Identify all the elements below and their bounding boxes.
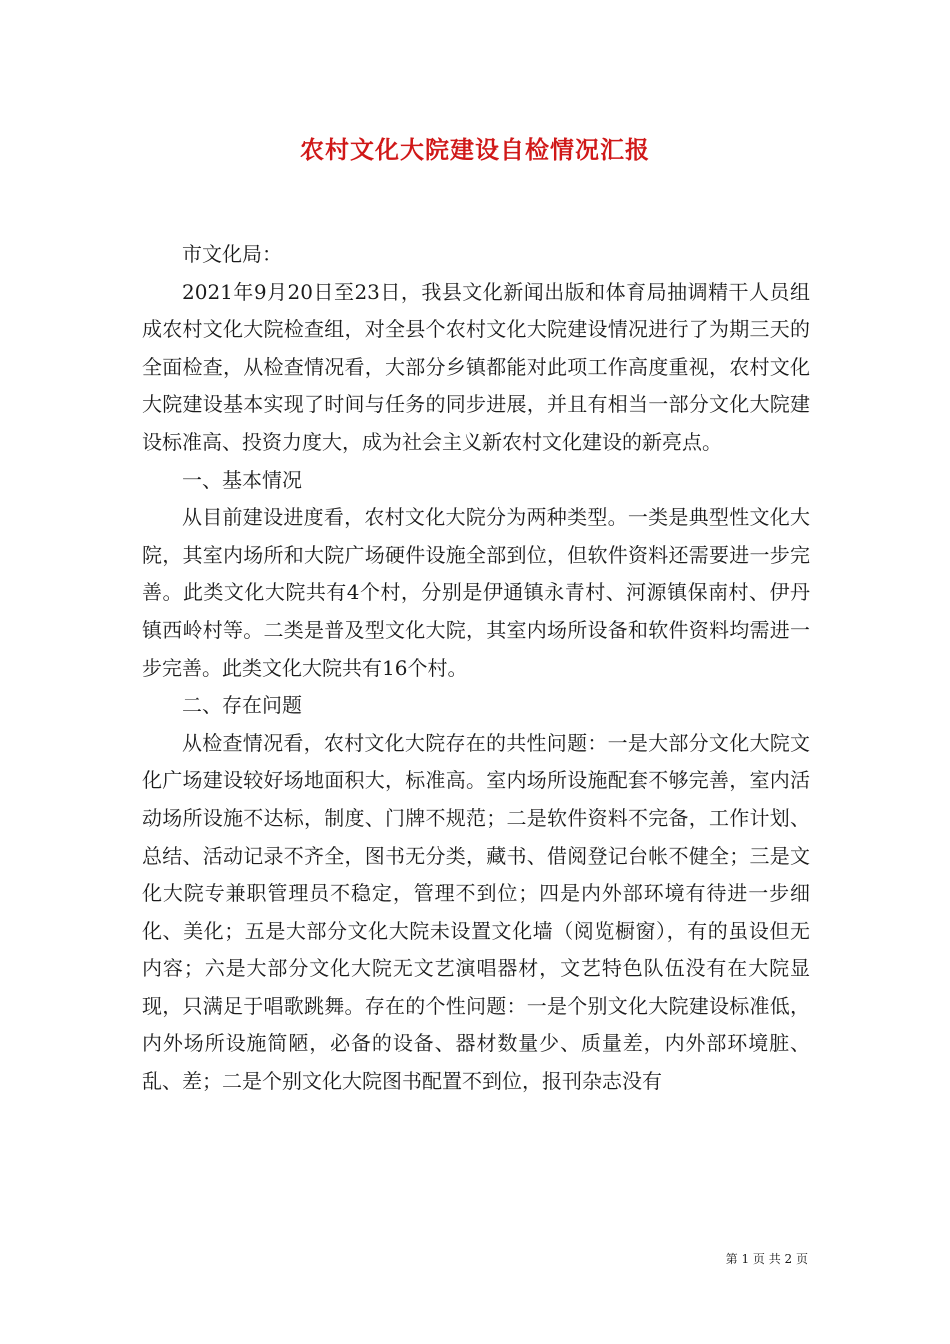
paragraph-problems: 从检查情况看，农村文化大院存在的共性问题：一是大部分文化大院文化广场建设较好场地面积大，标准高。室内场所设施配套不够完善，室内活动场所设施不达标，制度、门牌不规范；二是软件资料不完备，工作计划、总结、活动记录不齐全，图书无分类，藏书、借阅登记台帐不健全；三是文化大院专兼职管理员不稳定，管理不到位；四是内外部环境有待进一步细化、美化；五是大部分文化大院未设置文化墙（阅览橱窗），有的虽设但无内容；六是大部分文化大院无文艺演唱器材，文艺特色队伍没有在大院显现，只满足于唱歌跳舞。存在的个性问题：一是个别文化大院建设标准低，内外场所设施简陋，必备的设备、器材数量少、质量差，内外部环境脏、乱、差；二是个别文化大院图书配置不到位，报刊杂志没有 (142, 730, 810, 1094)
paragraph-basic-situation: 从目前建设进度看，农村文化大院分为两种类型。一类是典型性文化大院，其室内场所和大院广场硬件设施全部到位，但软件资料还需要进一步完善。此类文化大院共有4个村，分别是伊通镇永青村、河源镇保南村、伊丹镇西岭村等。二类是普及型文化大院，其室内场所设备和软件资料均需进一步完善。此类文化大院共有16个村。 (142, 505, 810, 680)
section-heading-problems: 二、存在问题 (182, 693, 302, 718)
section-heading-basic: 一、基本情况 (182, 467, 302, 492)
salutation: 市文化局： (182, 242, 282, 266)
document-title: 农村文化大院建设自检情况汇报 (300, 135, 650, 164)
page-number: 第 1 页 共 2 页 (725, 1252, 808, 1266)
document-body (142, 236, 810, 1101)
paragraph-intro: 2021年9月20日至23日，我县文化新闻出版和体育局抽调精干人员组成农村文化大院检查组，对全县个农村文化大院建设情况进行了为期三天的全面检查，从检查情况看，大部分乡镇都能对此项工作高度重视，农村文化大院建设基本实现了时间与任务的同步进展，并且有相当一部分文化大院建设标准高、投资力度大，成为社会主义新农村文化建设的新亮点。 (142, 279, 810, 454)
